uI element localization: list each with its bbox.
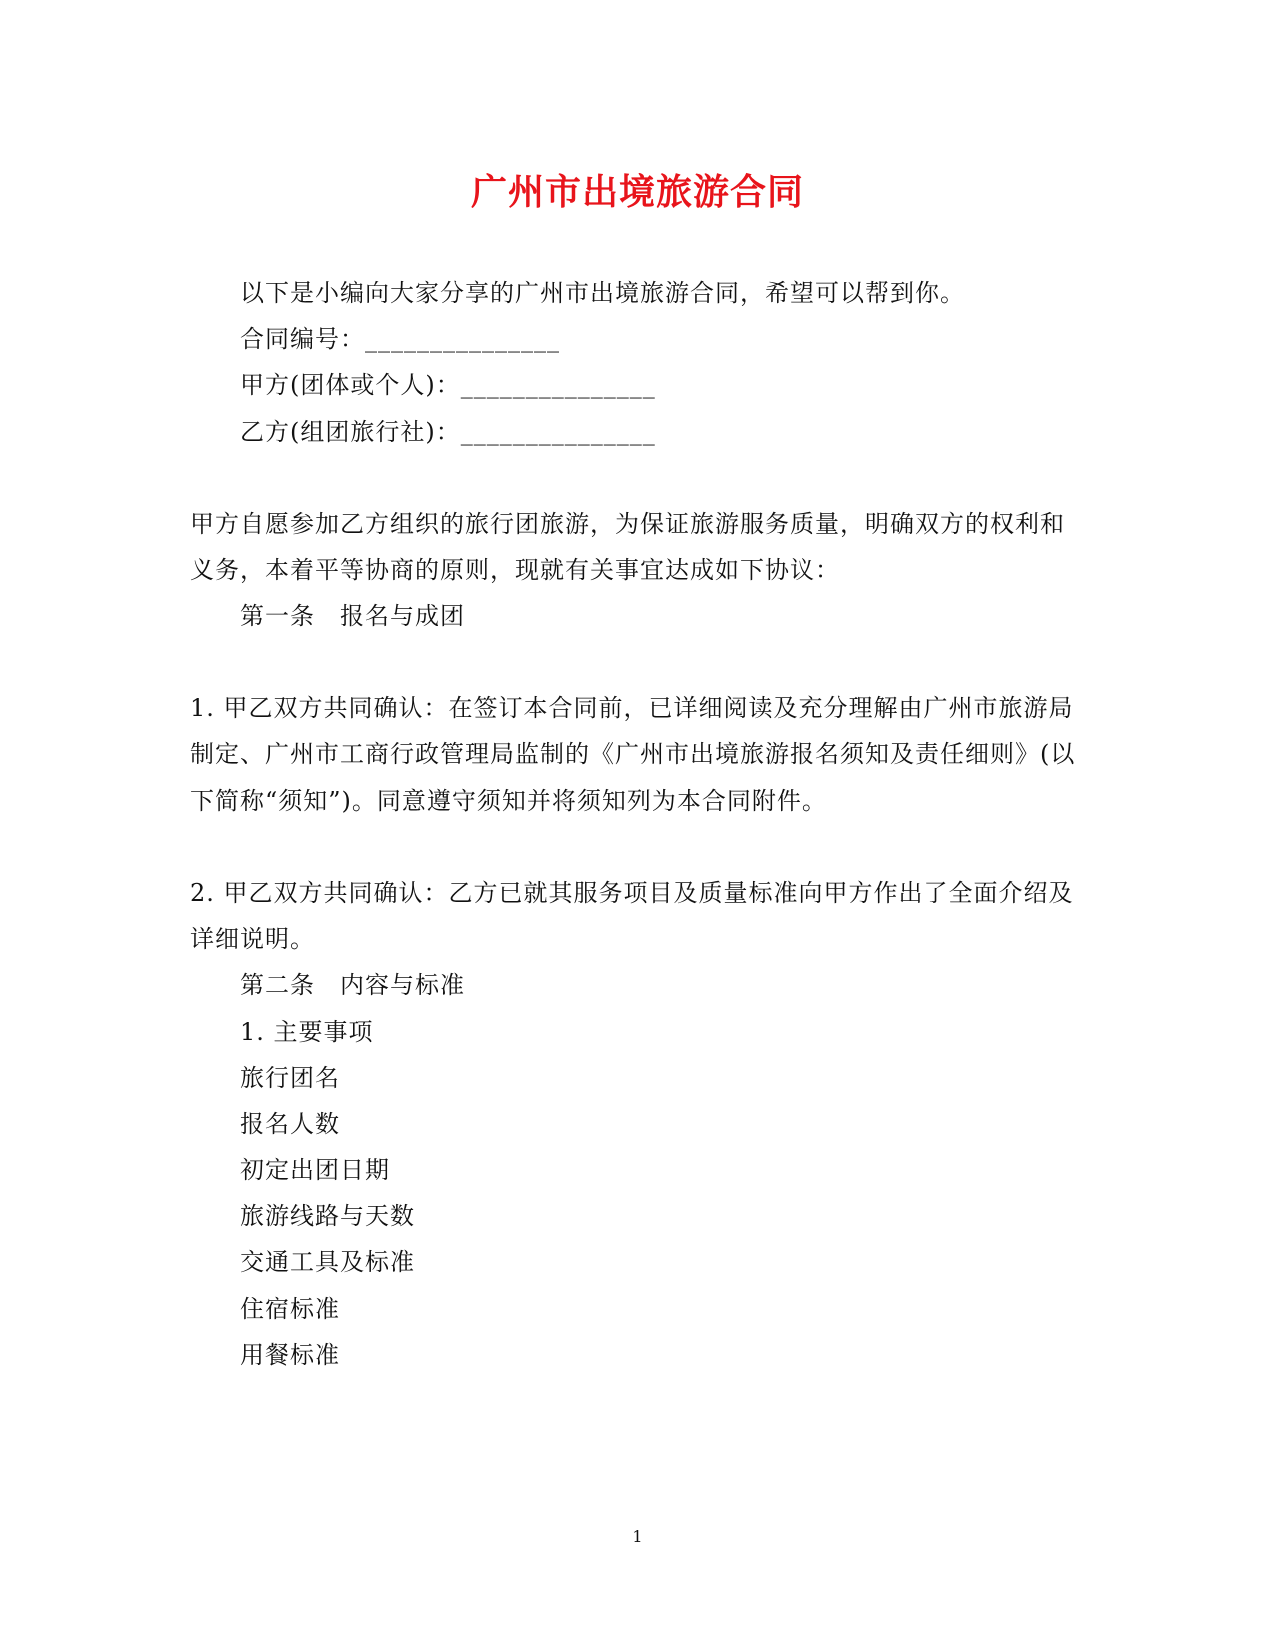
list-item: 用餐标准 — [240, 1341, 340, 1369]
article-1-item-1-line-3: 下简称“须知”)。同意遵守须知并将须知列为本合同附件。 — [190, 787, 827, 815]
list-item: 交通工具及标准 — [240, 1248, 415, 1276]
party-a-field: 甲方(团体或个人)：_______________ — [240, 371, 656, 399]
document-title: 广州市出境旅游合同 — [470, 171, 804, 213]
list-item: 旅行团名 — [240, 1064, 340, 1092]
article-2-subheading: 1. 主要事项 — [240, 1018, 374, 1046]
article-2-heading: 第二条 内容与标准 — [240, 971, 465, 999]
list-item: 报名人数 — [240, 1110, 340, 1138]
contract-number-field: 合同编号：_______________ — [240, 325, 560, 353]
preamble-line-2: 义务，本着平等协商的原则，现就有关事宜达成如下协议： — [190, 556, 840, 584]
article-1-heading: 第一条 报名与成团 — [240, 602, 465, 630]
article-1-item-1-line-2: 制定、广州市工商行政管理局监制的《广州市出境旅游报名须知及责任细则》(以 — [190, 740, 1076, 768]
article-1-item-1-line-1: 1. 甲乙双方共同确认：在签订本合同前，已详细阅读及充分理解由广州市旅游局 — [190, 694, 1074, 722]
list-item: 旅游线路与天数 — [240, 1202, 415, 1230]
list-item: 住宿标准 — [240, 1295, 340, 1323]
page-number: 1 — [632, 1527, 643, 1546]
list-item: 初定出团日期 — [240, 1156, 390, 1184]
article-1-item-2-line-1: 2. 甲乙双方共同确认：乙方已就其服务项目及质量标准向甲方作出了全面介绍及 — [190, 879, 1074, 907]
intro-paragraph: 以下是小编向大家分享的广州市出境旅游合同，希望可以帮到你。 — [240, 279, 965, 307]
party-b-field: 乙方(组团旅行社)：_______________ — [240, 418, 656, 446]
preamble-line-1: 甲方自愿参加乙方组织的旅行团旅游，为保证旅游服务质量，明确双方的权利和 — [190, 510, 1065, 538]
article-1-item-2-line-2: 详细说明。 — [190, 925, 315, 953]
